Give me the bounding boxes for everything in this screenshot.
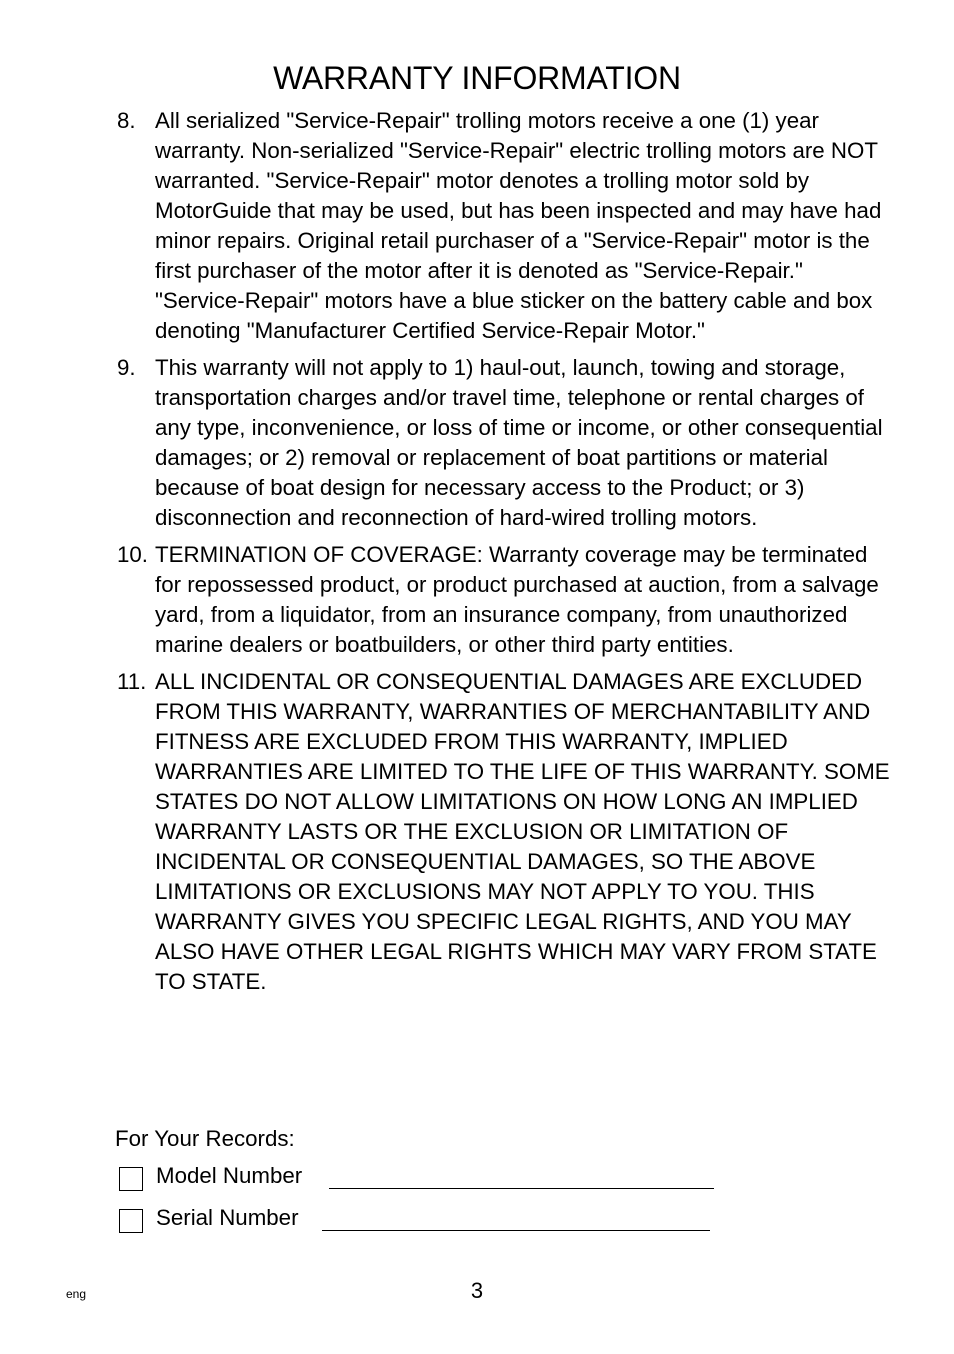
serial-number-blank-line[interactable] [322, 1230, 710, 1231]
model-number-blank-line[interactable] [329, 1188, 714, 1189]
list-item [117, 106, 892, 346]
records-heading: For Your Records: [115, 1126, 295, 1151]
model-number-label: Model Number [156, 1163, 303, 1188]
item-number: 9. [117, 355, 136, 380]
list-item [117, 540, 892, 660]
item-number: 11. [117, 669, 147, 694]
item-text: ALL INCIDENTAL OR CONSEQUENTIAL DAMAGES ARE EXCLUDED FROM THIS WARRANTY, WARRANTIES OF MERCHANTABILITY AND FITNESS ARE EXCLUDED FROM THIS WARRANTY, IMPLIED WARRANTIES ARE LIMITED TO THE LIFE OF THIS WARRANTY. SOME STATES DO NOT ALLOW LIMITATIONS ON HOW LONG AN IMPLIED WARRANTY LASTS OR THE EXCLUSION OR LIMITATION OF INCIDENTAL OR CONSEQUENTIAL DAMAGES, SO THE ABOVE LIMITATIONS OR EXCLUSIONS MAY NOT APPLY TO YOU. THIS WARRANTY GIVES YOU SPECIFIC LEGAL RIGHTS, AND YOU MAY ALSO HAVE OTHER LEGAL RIGHTS WHICH MAY VARY FROM STATE TO STATE. [155, 669, 890, 994]
item-text: This warranty will not apply to 1) haul-out, launch, towing and storage, transportation charges and/or travel time, telephone or rental charges of any type, inconvenience, or loss of time or income, or other consequential damages; or 2) removal or replacement of boat partitions or material because of boat design for necessary access to the Product; or 3) disconnection and reconnection of hard-wired trolling motors. [155, 355, 883, 530]
item-text: All serialized "Service-Repair" trolling motors receive a one (1) year warranty. Non-serialized "Service-Repair" electric trolling motors are NOT warranted. "Service-Repair" motor denotes a trolling motor sold by MotorGuide that may be used, but has been inspected and may have had minor repairs. Original retail purchaser of a "Service-Repair" motor is the first purchaser of the motor after it is denoted as "Service-Repair." "Service-Repair" motors have a blue sticker on the battery cable and box denoting "Manufacturer Certified Service-Repair Motor." [155, 108, 882, 343]
model-number-checkbox[interactable] [119, 1167, 143, 1191]
serial-number-checkbox[interactable] [119, 1209, 143, 1233]
serial-number-label: Serial Number [156, 1205, 299, 1230]
list-item [117, 667, 892, 997]
page-title: WARRANTY INFORMATION [273, 60, 681, 96]
language-code: eng [66, 1287, 87, 1301]
warranty-list [117, 106, 892, 1004]
item-number: 8. [117, 108, 136, 133]
list-item [117, 353, 892, 533]
item-text: TERMINATION OF COVERAGE: Warranty coverage may be terminated for repossessed product, or product purchased at auction, from a salvage yard, from a liquidator, from an insurance company, from unauthorized marine dealers or boatbuilders, or other third party entities. [155, 542, 879, 657]
item-number: 10. [117, 542, 148, 567]
page-number: 3 [470, 1278, 484, 1303]
